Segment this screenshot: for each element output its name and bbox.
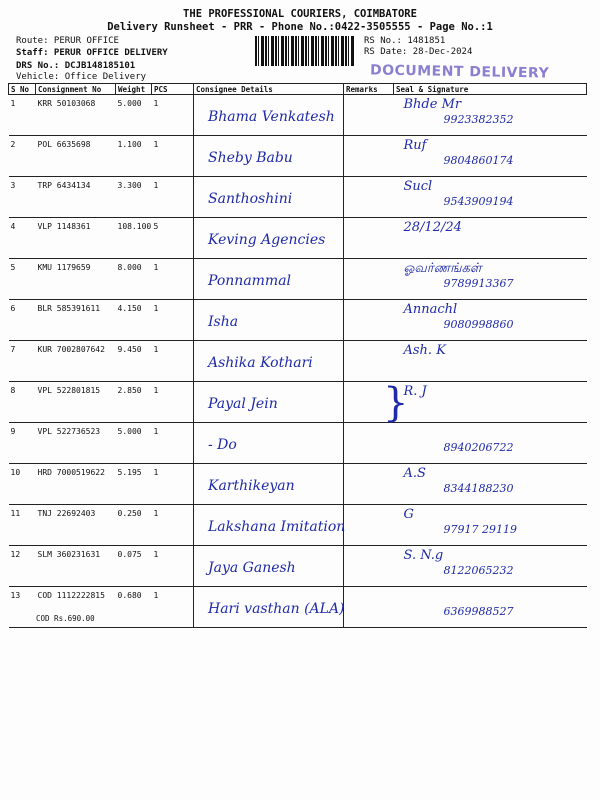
- phone-handwriting: 9080998860: [443, 318, 514, 331]
- consignee-handwriting: Hari vasthan (ALA): [208, 601, 345, 617]
- brace-mark: }: [383, 380, 409, 426]
- barcode: [255, 36, 355, 66]
- row-consignee: [194, 177, 344, 218]
- phone-handwriting: 9789913367: [443, 277, 514, 290]
- row-pcs: 1: [152, 341, 194, 382]
- signature-handwriting: 28/12/24: [403, 220, 462, 235]
- phone-handwriting: 8122065232: [443, 564, 514, 577]
- row-consignee: [194, 136, 344, 177]
- row-consignment: HRD 7000519622: [36, 464, 116, 505]
- route-label: Route: PERUR OFFICE: [16, 36, 119, 46]
- row-sno: 4: [9, 218, 36, 259]
- signature-handwriting: Ruf: [403, 138, 427, 153]
- runsheet-title: Delivery Runsheet - PRR - Phone No.:0422-3505555 - Page No.:1: [107, 21, 493, 33]
- phone-handwriting: 6369988527: [443, 605, 514, 618]
- row-weight: 8.000: [116, 259, 152, 300]
- row-weight: 0.250: [116, 505, 152, 546]
- drs-label: DRS No.: DCJB148185101: [16, 61, 136, 71]
- row-pcs: 1: [152, 259, 194, 300]
- row-consignment: TRP 6434134: [36, 177, 116, 218]
- row-pcs: 1: [152, 505, 194, 546]
- row-weight: 5.195: [116, 464, 152, 505]
- row-consignee: [194, 464, 344, 505]
- signature-handwriting: Annachl: [403, 302, 458, 317]
- row-remarks: [344, 423, 394, 464]
- row-sno: 6: [9, 300, 36, 341]
- row-signature: [394, 546, 587, 587]
- company-title: THE PROFESSIONAL COURIERS, COIMBATORE: [183, 8, 417, 20]
- row-consignee: [194, 546, 344, 587]
- consignee-handwriting: Bhama Venkatesh: [208, 109, 335, 125]
- rs-number: RS No.: 1481851: [364, 36, 446, 46]
- row-weight: 5.000: [116, 95, 152, 136]
- signature-handwriting: Bhde Mr: [403, 97, 462, 112]
- row-sno: 11: [9, 505, 36, 546]
- row-weight: 5.000: [116, 423, 152, 464]
- phone-handwriting: 8344188230: [443, 482, 514, 495]
- signature-handwriting: G: [403, 507, 414, 522]
- signature-handwriting: S. N.g: [403, 548, 444, 563]
- row-sno: 3: [9, 177, 36, 218]
- consignee-handwriting: Sheby Babu: [208, 150, 293, 166]
- row-sno: 12: [9, 546, 36, 587]
- table-row: [9, 423, 587, 464]
- row-sno: 10: [9, 464, 36, 505]
- consignee-handwriting: Ashika Kothari: [208, 355, 313, 371]
- col-weight: Weight: [116, 84, 152, 95]
- col-pcs: PCS: [152, 84, 194, 95]
- phone-handwriting: 9543909194: [443, 195, 514, 208]
- row-pcs: 1: [152, 177, 194, 218]
- row-consignment: SLM 360231631: [36, 546, 116, 587]
- row-consignee: [194, 259, 344, 300]
- row-consignment: KRR 50103068: [36, 95, 116, 136]
- col-consignee: Consignee Details: [194, 84, 344, 95]
- col-sno: S No: [9, 84, 36, 95]
- row-remarks: [344, 300, 394, 341]
- document-delivery-stamp: DOCUMENT DELIVERY: [369, 62, 550, 82]
- row-remarks: [344, 177, 394, 218]
- row-remarks: [344, 259, 394, 300]
- consignee-handwriting: Isha: [208, 314, 239, 330]
- col-consignment: Consignment No: [36, 84, 116, 95]
- row-remarks: [344, 464, 394, 505]
- table-row: [9, 177, 587, 218]
- row-sno: 1: [9, 95, 36, 136]
- row-consignment: VPL 522736523: [36, 423, 116, 464]
- signature-handwriting: ஓவர்ணங்கள்: [403, 261, 482, 276]
- row-consignee: [194, 95, 344, 136]
- row-remarks: [344, 505, 394, 546]
- row-sno: 9: [9, 423, 36, 464]
- row-signature: [394, 464, 587, 505]
- signature-handwriting: Sucl: [403, 179, 433, 194]
- row-pcs: 1: [152, 546, 194, 587]
- row-pcs: 1: [152, 136, 194, 177]
- row-signature: [394, 382, 587, 423]
- row-weight: 108.100: [116, 218, 152, 259]
- signature-handwriting: Ash. K: [403, 343, 446, 358]
- row-consignment: BLR 585391611: [36, 300, 116, 341]
- table-row: [9, 300, 587, 341]
- row-consignment: KMU 1179659: [36, 259, 116, 300]
- phone-handwriting: 9804860174: [443, 154, 514, 167]
- row-weight: 0.075: [116, 546, 152, 587]
- consignee-handwriting: Keving Agencies: [208, 232, 326, 248]
- row-weight: 1.100: [116, 136, 152, 177]
- row-sno: 5: [9, 259, 36, 300]
- row-weight: 0.680: [116, 587, 152, 628]
- row-pcs: 1: [152, 587, 194, 628]
- row-consignment: POL 6635698: [36, 136, 116, 177]
- row-consignee: [194, 300, 344, 341]
- row-consignment: TNJ 22692403: [36, 505, 116, 546]
- row-weight: 9.450: [116, 341, 152, 382]
- vehicle-label: Vehicle: Office Delivery: [16, 72, 147, 82]
- table-row: [9, 464, 587, 505]
- row-signature: [394, 300, 587, 341]
- cod-note: COD Rs.690.00: [36, 614, 95, 623]
- signature-handwriting: A.S: [403, 466, 426, 481]
- phone-handwriting: 8940206722: [443, 441, 514, 454]
- rs-date: RS Date: 28-Dec-2024: [364, 47, 473, 57]
- consignee-handwriting: Karthikeyan: [208, 478, 295, 494]
- table-row: [9, 505, 587, 546]
- consignee-handwriting: Santhoshini: [208, 191, 293, 207]
- consignee-handwriting: Jaya Ganesh: [208, 560, 296, 576]
- row-pcs: 1: [152, 382, 194, 423]
- phone-handwriting: 97917 29119: [443, 523, 517, 536]
- row-signature: [394, 218, 587, 259]
- consignee-handwriting: Ponnammal: [208, 273, 292, 289]
- row-signature: [394, 95, 587, 136]
- table-row: [9, 259, 587, 300]
- row-consignment: COD 1112222815: [36, 587, 116, 628]
- table-row: [9, 382, 587, 423]
- row-signature: [394, 259, 587, 300]
- table-row: [9, 95, 587, 136]
- row-consignee: [194, 423, 344, 464]
- row-sno: 8: [9, 382, 36, 423]
- col-remarks: Remarks: [344, 84, 394, 95]
- phone-handwriting: 9923382352: [443, 113, 514, 126]
- row-sno: 7: [9, 341, 36, 382]
- row-signature: [394, 341, 587, 382]
- row-consignment: VLP 1148361: [36, 218, 116, 259]
- signature-handwriting: R. J: [403, 384, 427, 399]
- consignee-handwriting: - Do: [208, 437, 237, 453]
- row-consignee: [194, 382, 344, 423]
- row-signature: [394, 423, 587, 464]
- row-consignment: KUR 7002807642: [36, 341, 116, 382]
- consignee-handwriting: Lakshana Imitation: [208, 519, 346, 535]
- row-consignee: [194, 218, 344, 259]
- row-signature: [394, 136, 587, 177]
- row-weight: 3.300: [116, 177, 152, 218]
- row-remarks: [344, 341, 394, 382]
- row-remarks: [344, 136, 394, 177]
- row-sno: 13: [9, 587, 36, 628]
- row-pcs: 1: [152, 95, 194, 136]
- row-weight: 4.150: [116, 300, 152, 341]
- table-row: [9, 136, 587, 177]
- row-pcs: 1: [152, 300, 194, 341]
- table-header-row: [9, 84, 587, 95]
- row-pcs: 5: [152, 218, 194, 259]
- col-signature: Seal & Signature: [394, 84, 587, 95]
- consignee-handwriting: Payal Jein: [208, 396, 278, 412]
- delivery-table: [8, 83, 587, 628]
- row-pcs: 1: [152, 464, 194, 505]
- row-signature: [394, 587, 587, 628]
- row-remarks: [344, 218, 394, 259]
- table-row: [9, 587, 587, 628]
- staff-label: Staff: PERUR OFFICE DELIVERY: [16, 48, 168, 58]
- row-signature: [394, 505, 587, 546]
- row-consignment: VPL 522801815: [36, 382, 116, 423]
- row-consignee: [194, 587, 344, 628]
- row-sno: 2: [9, 136, 36, 177]
- row-signature: [394, 177, 587, 218]
- row-remarks: [344, 95, 394, 136]
- row-remarks: [344, 546, 394, 587]
- row-pcs: 1: [152, 423, 194, 464]
- table-row: [9, 341, 587, 382]
- row-consignee: [194, 505, 344, 546]
- table-row: [9, 218, 587, 259]
- row-consignee: [194, 341, 344, 382]
- table-row: [9, 546, 587, 587]
- row-weight: 2.850: [116, 382, 152, 423]
- row-remarks: [344, 587, 394, 628]
